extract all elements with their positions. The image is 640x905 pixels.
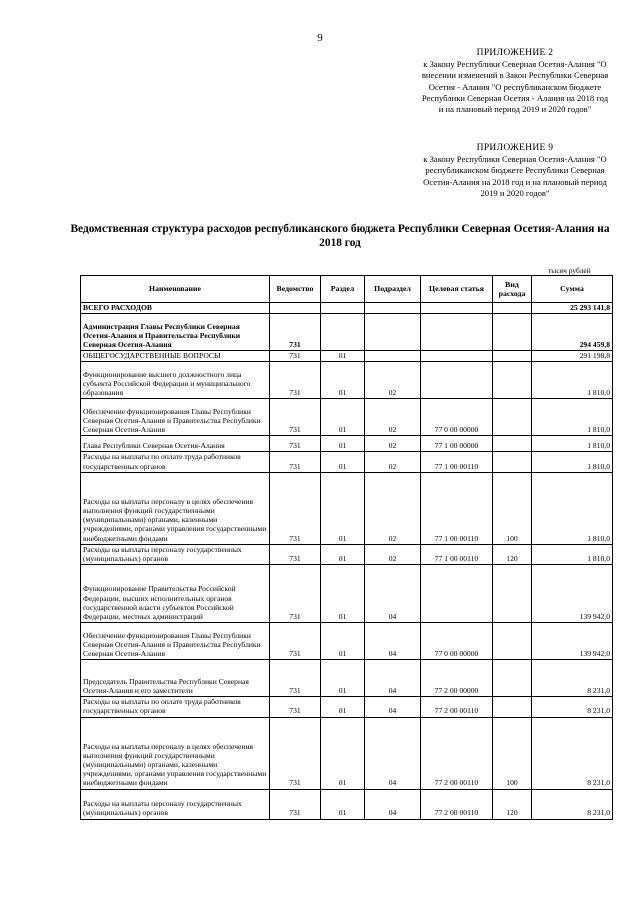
- cell-sum: 294 459,8: [532, 314, 613, 351]
- cell-target: 77 1 00 00110: [421, 544, 493, 564]
- cell-type: [493, 303, 532, 314]
- cell-sum: 25 293 141,8: [532, 303, 613, 314]
- cell-sub: 04: [365, 660, 421, 697]
- cell-sec: 01: [321, 660, 365, 697]
- cell-sec: 01: [321, 436, 365, 452]
- table-row: [81, 660, 613, 697]
- appendix-9-text: к Закону Республики Северная Осетия-Алания "О республиканском бюджете Республики Северная Осетия-Алания на 2018 год и на плановый период 2019 и 2020 годов": [423, 154, 607, 198]
- cell-sub: 04: [365, 789, 421, 819]
- cell-name: ОБЩЕГОСУДАРСТВЕННЫЕ ВОПРОСЫ: [81, 351, 270, 362]
- cell-sec: 01: [321, 623, 365, 660]
- table-row: [81, 565, 613, 623]
- col-header-dept: Ведомство: [270, 276, 321, 303]
- cell-name: Глава Республики Северная Осетия-Алания: [81, 436, 270, 452]
- cell-target: [421, 303, 493, 314]
- cell-sum: 8 231,0: [532, 660, 613, 697]
- cell-sec: 01: [321, 351, 365, 362]
- appendix-2-heading: ПРИЛОЖЕНИЕ 2: [476, 48, 554, 58]
- cell-sub: 02: [365, 452, 421, 472]
- col-header-target: Целевая статья: [421, 276, 493, 303]
- cell-sec: 01: [321, 472, 365, 544]
- cell-sub: 04: [365, 565, 421, 623]
- page-number: 9: [317, 32, 323, 44]
- cell-dept: 731: [270, 351, 321, 362]
- cell-type: [493, 565, 532, 623]
- cell-type: [493, 314, 532, 351]
- cell-target: 77 2 00 00000: [421, 660, 493, 697]
- cell-dept: 731: [270, 623, 321, 660]
- cell-sum: 8 231,0: [532, 717, 613, 789]
- cell-dept: 731: [270, 789, 321, 819]
- appendix-9-block: [420, 143, 610, 199]
- cell-sub: 04: [365, 623, 421, 660]
- cell-dept: 731: [270, 362, 321, 399]
- table-row: [81, 303, 613, 314]
- cell-type: 100: [493, 717, 532, 789]
- cell-dept: 731: [270, 436, 321, 452]
- table-row: [81, 436, 613, 452]
- cell-sec: 01: [321, 697, 365, 717]
- cell-sec: 01: [321, 544, 365, 564]
- cell-sum: 1 810,0: [532, 399, 613, 436]
- cell-target: [421, 362, 493, 399]
- cell-dept: 731: [270, 399, 321, 436]
- table-row: [81, 399, 613, 436]
- cell-target: [421, 351, 493, 362]
- table-row: [81, 789, 613, 819]
- cell-type: [493, 351, 532, 362]
- cell-target: 77 0 00 00000: [421, 623, 493, 660]
- cell-target: 77 1 00 00110: [421, 452, 493, 472]
- cell-type: [493, 436, 532, 452]
- cell-name: Расходы на выплаты персоналу в целях обеспечения выполнения функций государственными (муниципальными) органами, казенными учреждениями, органами управления государственными внебюджетными фондами: [81, 472, 270, 544]
- cell-dept: 731: [270, 660, 321, 697]
- cell-sub: 02: [365, 362, 421, 399]
- cell-sum: 1 810,0: [532, 362, 613, 399]
- cell-sum: 1 810,0: [532, 472, 613, 544]
- table-row: [81, 351, 613, 362]
- cell-type: [493, 452, 532, 472]
- cell-dept: 731: [270, 452, 321, 472]
- cell-type: 100: [493, 472, 532, 544]
- cell-name: Расходы на выплаты персоналу государственных (муниципальных) органов: [81, 789, 270, 819]
- table-row: [81, 472, 613, 544]
- cell-sum: 139 942,0: [532, 623, 613, 660]
- cell-name: Расходы на выплаты персоналу в целях обеспечения выполнения функций государственными (муниципальными) органами, казенными учреждениями, органами управления государственными внебюджетными фондами: [81, 717, 270, 789]
- cell-target: 77 2 00 00110: [421, 717, 493, 789]
- col-header-name: Наименование: [81, 276, 270, 303]
- cell-sub: 02: [365, 472, 421, 544]
- table-header-row: [81, 276, 613, 303]
- table-row: [81, 697, 613, 717]
- cell-sum: 139 942,0: [532, 565, 613, 623]
- cell-name: Расходы на выплаты персоналу государственных (муниципальных) органов: [81, 544, 270, 564]
- document-title: Ведомственная структура расходов республиканского бюджета Республики Северная Осетия-Алания на 2018 год: [70, 223, 610, 249]
- cell-type: [493, 660, 532, 697]
- cell-type: [493, 362, 532, 399]
- cell-dept: 731: [270, 717, 321, 789]
- cell-sum: 8 231,0: [532, 789, 613, 819]
- cell-target: 77 2 00 00110: [421, 697, 493, 717]
- table-row: [81, 717, 613, 789]
- cell-dept: 731: [270, 565, 321, 623]
- cell-sec: [321, 303, 365, 314]
- units-label: тысяч рублей: [548, 266, 591, 275]
- cell-sum: 8 231,0: [532, 697, 613, 717]
- cell-name: Функционирование Правительства Российской Федерации, высших исполнительных органов государственной власти субъектов Российской Федерации, местных администраций: [81, 565, 270, 623]
- table-row: [81, 314, 613, 351]
- cell-target: 77 0 00 00000: [421, 399, 493, 436]
- cell-target: 77 1 00 00110: [421, 472, 493, 544]
- cell-sub: 04: [365, 717, 421, 789]
- cell-sec: 01: [321, 362, 365, 399]
- col-header-type: Вид расхода: [493, 276, 532, 303]
- cell-sub: 04: [365, 697, 421, 717]
- cell-name: Обеспечение функционирования Главы Республики Северная Осетия-Алания и Правительства Республики Северная Осетия-Алания: [81, 623, 270, 660]
- cell-sum: 291 198,8: [532, 351, 613, 362]
- cell-name: Расходы на выплаты по оплате труда работников государственных органов: [81, 697, 270, 717]
- cell-name: Обеспечение функционирования Главы Республики Северная Осетия-Алания и Правительства Республики Северная Осетия-Алания: [81, 399, 270, 436]
- cell-sub: 02: [365, 436, 421, 452]
- table-row: [81, 362, 613, 399]
- cell-type: 120: [493, 544, 532, 564]
- cell-sub: [365, 303, 421, 314]
- cell-target: [421, 565, 493, 623]
- cell-sec: 01: [321, 565, 365, 623]
- cell-sum: 1 810,0: [532, 452, 613, 472]
- table-row: [81, 544, 613, 564]
- appendix-2-text: к Закону Республики Северная Осетия-Алания "О внесении изменений в Закон Республики Северная Осетия - Алания "О республиканском бюджете Республики Северная Осетия - Алания на 2018 год и на плановый период 2019 и 2020 годов": [421, 59, 609, 115]
- cell-name: Расходы на выплаты по оплате труда работников государственных органов: [81, 452, 270, 472]
- cell-name: ВСЕГО РАСХОДОВ: [81, 303, 270, 314]
- cell-sum: 1 810,0: [532, 436, 613, 452]
- expenditure-table: [80, 275, 613, 820]
- cell-dept: 731: [270, 697, 321, 717]
- cell-sum: 1 810,0: [532, 544, 613, 564]
- cell-type: [493, 697, 532, 717]
- cell-type: 120: [493, 789, 532, 819]
- cell-dept: 731: [270, 472, 321, 544]
- cell-type: [493, 399, 532, 436]
- cell-sec: 01: [321, 717, 365, 789]
- cell-name: Администрация Главы Республики Северная Осетия-Алания и Правительства Республики Северная Осетия-Алания: [81, 314, 270, 351]
- table-row: [81, 623, 613, 660]
- cell-sub: [365, 351, 421, 362]
- cell-sec: 01: [321, 789, 365, 819]
- cell-type: [493, 623, 532, 660]
- cell-target: [421, 314, 493, 351]
- appendix-2-block: [420, 48, 610, 115]
- cell-target: 77 2 00 00110: [421, 789, 493, 819]
- cell-target: 77 1 00 00000: [421, 436, 493, 452]
- cell-sub: [365, 314, 421, 351]
- cell-sub: 02: [365, 544, 421, 564]
- appendix-9-heading: ПРИЛОЖЕНИЕ 9: [476, 143, 554, 153]
- cell-dept: [270, 303, 321, 314]
- cell-sec: 01: [321, 452, 365, 472]
- col-header-subsection: Подраздел: [365, 276, 421, 303]
- cell-sec: [321, 314, 365, 351]
- cell-name: Председатель Правительства Республики Северная Осетия-Алания и его заместители: [81, 660, 270, 697]
- cell-dept: 731: [270, 544, 321, 564]
- col-header-sum: Сумма: [532, 276, 613, 303]
- cell-sub: 02: [365, 399, 421, 436]
- cell-name: Функционирование высшего должностного лица субъекта Российской Федерации и муниципального образования: [81, 362, 270, 399]
- table-row: [81, 452, 613, 472]
- cell-dept: 731: [270, 314, 321, 351]
- cell-sec: 01: [321, 399, 365, 436]
- col-header-section: Раздел: [321, 276, 365, 303]
